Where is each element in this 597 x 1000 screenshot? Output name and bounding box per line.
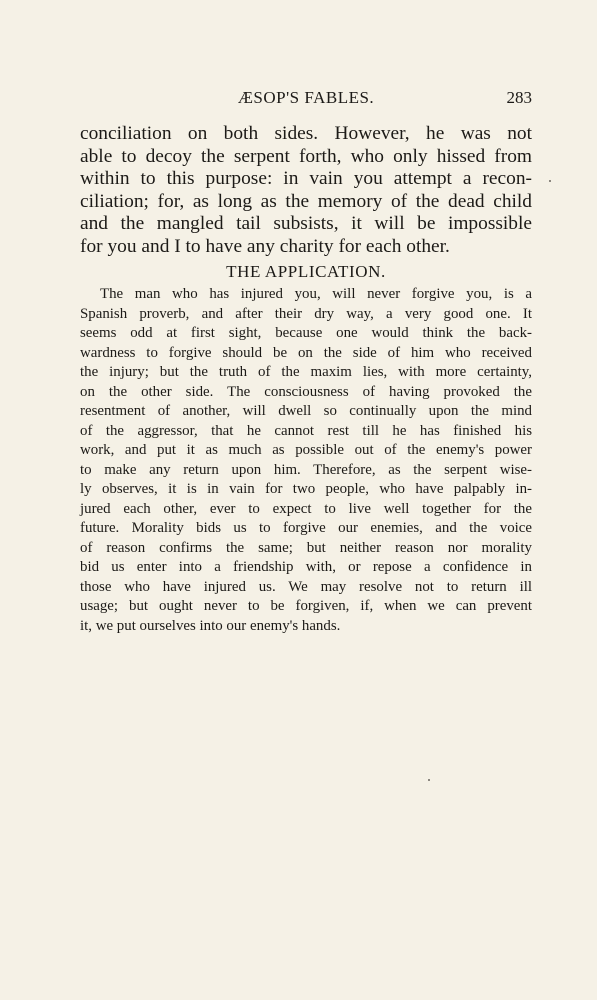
text-line: Spanish proverb, and after their dry way, a very good one. It: [80, 305, 532, 322]
text-line: within to this purpose: in vain you attempt a recon-: [80, 168, 532, 190]
text-line: the injury; but the truth of the maxim lies, with more certainty,: [80, 364, 532, 380]
text-line: ciliation; for, as long as the memory of the dead child: [80, 190, 532, 212]
text-line: jured each other, ever to expect to live well together for the: [80, 500, 532, 517]
text-line: of the aggressor, that he cannot rest till he has finished his: [80, 422, 532, 439]
application-heading: THE APPLICATION.: [226, 262, 386, 281]
text-line: able to decoy the serpent forth, who only hissed from: [80, 145, 532, 167]
text-line: of reason confirms the same; but neither reason nor morality: [80, 539, 532, 556]
text-line: wardness to forgive should be on the side of him who received: [80, 344, 532, 361]
application-paragraph: [80, 285, 532, 636]
text-line: seems odd at first sight, because one would think the back-: [80, 325, 532, 341]
text-line: to make any return upon him. Therefore, as the serpent wise-: [80, 461, 532, 478]
text-line: future. Morality bids us to forgive our enemies, and the voice: [80, 520, 532, 536]
text-line: on the other side. The consciousness of having provoked the: [80, 383, 532, 400]
paper-speck: [428, 779, 430, 781]
text-line: The man who has injured you, will never forgive you, is a: [100, 286, 532, 302]
text-line: usage; but ought never to be forgiven, if, when we can prevent: [80, 598, 532, 614]
running-head: [80, 86, 532, 110]
paper-speck: [549, 180, 551, 182]
text-line: ly observes, it is in vain for two people, who have palpably in-: [80, 481, 532, 497]
text-line: it, we put ourselves into our enemy's hands.: [80, 617, 341, 634]
text-line: bid us enter into a friendship with, or repose a confidence in: [80, 559, 532, 575]
running-title: ÆSOP'S FABLES.: [237, 88, 375, 107]
text-line: for you and I to have any charity for each other.: [80, 235, 450, 257]
page-number: 283: [506, 88, 532, 107]
text-line: work, and put it as much as possible out of the enemy's power: [80, 442, 532, 458]
text-line: and the mangled tail subsists, it will be impossible: [80, 213, 532, 235]
fable-conclusion-paragraph: [80, 123, 532, 259]
text-line: those who have injured us. We may resolve not to return ill: [80, 578, 532, 595]
text-line: resentment of another, will dwell so continually upon the mind: [80, 403, 532, 419]
text-line: conciliation on both sides. However, he was not: [80, 123, 532, 144]
